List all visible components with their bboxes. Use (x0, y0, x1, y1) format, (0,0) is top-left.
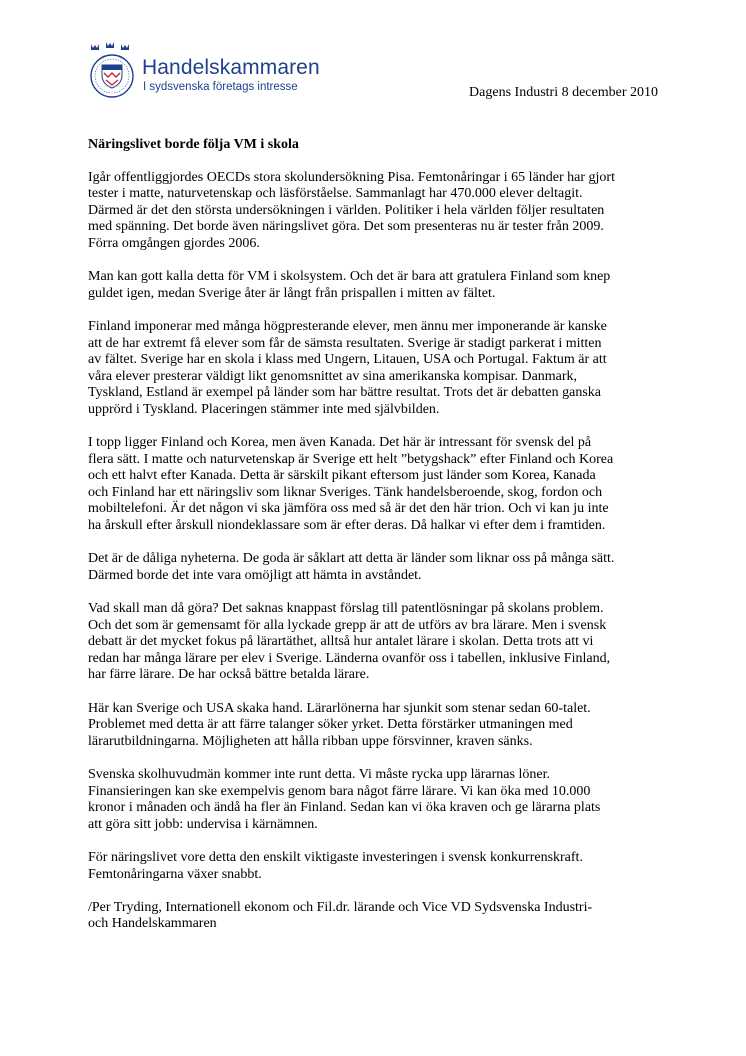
text-line: ha årskull efter årskull niondeklassare som är efter deras. Då halkar vi efter dem i framtiden. (88, 518, 606, 534)
text-line: Därmed är det den största undersökningen i världen. Politiker i hela världen följer resultaten (88, 202, 605, 218)
paragraph (88, 435, 668, 535)
text-line: Problemet med detta är att färre talanger söker yrket. Detta förstärker utmaningen med (88, 717, 573, 733)
text-line: Och det som är gemensamt för alla lyckade grepp är att de utförs av bra lärare. Men i svensk (88, 617, 607, 633)
text-line: kronor i månaden och ändå ha fler än Finland. Sedan kan vi öka kraven och ge lärarna plats (88, 800, 601, 816)
handelskammaren-logo (86, 40, 336, 104)
text-line: Man kan gott kalla detta för VM i skolsystem. Och det är bara att gratulera Finland som knep (88, 269, 611, 285)
text-line: av fältet. Sverige har en skola i klass med Ungern, Litauen, USA och Portugal. Faktum är att (88, 352, 607, 368)
text-line: Svenska skolhuvudmän kommer inte runt detta. Vi måste rycka upp lärarnas löner. (88, 766, 550, 782)
text-line: Därmed borde det inte vara omöjligt att hämta in avståndet. (88, 567, 422, 583)
text-line: Vad skall man då göra? Det saknas knappast förslag till patentlösningar på skolans problem. (88, 601, 604, 617)
text-line: /Per Tryding, Internationell ekonom och Fil.dr. lärande och Vice VD Sydsvenska Industri- (88, 899, 593, 915)
text-line: lärarutbildningarna. Möjligheten att hålla ribban uppe försvinner, kraven sänks. (88, 733, 533, 749)
paragraph (88, 701, 668, 751)
text-line: våra elever presterar väldigt likt genomsnittet av sina amerikanska kompisar. Danmark, (88, 368, 578, 384)
text-line: Femtonåringarna växer snabbt. (88, 866, 262, 882)
article-title: Näringslivet borde följa VM i skola (88, 137, 299, 152)
text-line: att de har extremt få elever som får de sämsta resultaten. Sverige är stadigt parkerat i mitten (88, 335, 602, 351)
text-line: Här kan Sverige och USA skaka hand. Lärarlönerna har sjunkit som stenar sedan 60-talet. (88, 700, 591, 716)
paragraph (88, 551, 668, 584)
paragraph (88, 170, 668, 253)
dateline: Dagens Industri 8 december 2010 (469, 85, 658, 100)
text-line: och ett halvt efter Kanada. Detta är särskilt pikant eftersom just länder som Korea, Kanada (88, 468, 596, 484)
text-line: tester i matte, naturvetenskap och läsförståelse. Sammanlagt har 470.000 elever deltagit. (88, 186, 583, 202)
article (88, 137, 668, 950)
brand-name: Handelskammaren (142, 56, 320, 79)
text-line: guldet igen, medan Sverige åter är långt från prispallen i mitten av fältet. (88, 285, 496, 301)
text-line: mobiltelefoni. Är det någon vi ska jämföra oss med så är det den här trion. Och vi kan ju inte (88, 501, 609, 517)
paragraph (88, 601, 668, 684)
text-line: upprörd i Tyskland. Placeringen stämmer inte med självbilden. (88, 401, 440, 417)
text-line: har färre lärare. De har också bättre betalda lärare. (88, 667, 370, 683)
text-line: redan har många lärare per elev i Sverige. Länderna ovanför oss i tabellen, inklusive Finland, (88, 650, 611, 666)
text-line: debatt är det mycket fokus på lärartäthet, alltså hur antalet lärare i skolan. Detta trots att vi (88, 634, 594, 650)
text-line: Det är de dåliga nyheterna. De goda är såklart att detta är länder som liknar oss på många sätt. (88, 551, 615, 567)
paragraph (88, 269, 668, 302)
paragraph (88, 319, 668, 419)
text-line: Finansieringen kan ske exempelvis genom bara något färre lärare. Vi kan öka med 10.000 (88, 783, 591, 799)
text-line: flera sätt. I matte och naturvetenskap är Sverige ett helt ”betygshack” efter Finland och Korea (88, 451, 614, 467)
text-line: Igår offentliggjordes OECDs stora skolundersökning Pisa. Femtonåringar i 65 länder har gjort (88, 169, 615, 185)
text-line: Finland imponerar med många högpresterande elever, men ännu mer imponerande är kanske (88, 318, 607, 334)
text-line: För näringslivet vore detta den enskilt viktigaste investeringen i svensk konkurrenskraft. (88, 849, 583, 865)
text-line: att göra sitt jobb: undervisa i kärnämnen. (88, 816, 318, 832)
article-body (88, 170, 668, 933)
text-line: I topp ligger Finland och Korea, men även Kanada. Det här är intressant för svensk del på (88, 435, 592, 451)
text-line: Tyskland, Estland är exempel på länder som har bättre resultat. Trots det är debatten ganska (88, 385, 601, 401)
text-line: Förra omgången gjordes 2006. (88, 235, 260, 251)
paragraph (88, 900, 668, 933)
text-line: och Handelskammaren (88, 916, 217, 932)
text-line: och Finland har ett näringsliv som liknar Sveriges. Tänk handelsberoende, skog, fordon och (88, 484, 603, 500)
paragraph (88, 767, 668, 833)
brand-tagline: I sydsvenska företags intresse (143, 81, 298, 93)
crown-seal-icon (86, 40, 138, 102)
paragraph (88, 850, 668, 883)
text-line: med spänning. Det borde även näringslivet göra. Det som presenteras nu är tester från 2009. (88, 219, 604, 235)
